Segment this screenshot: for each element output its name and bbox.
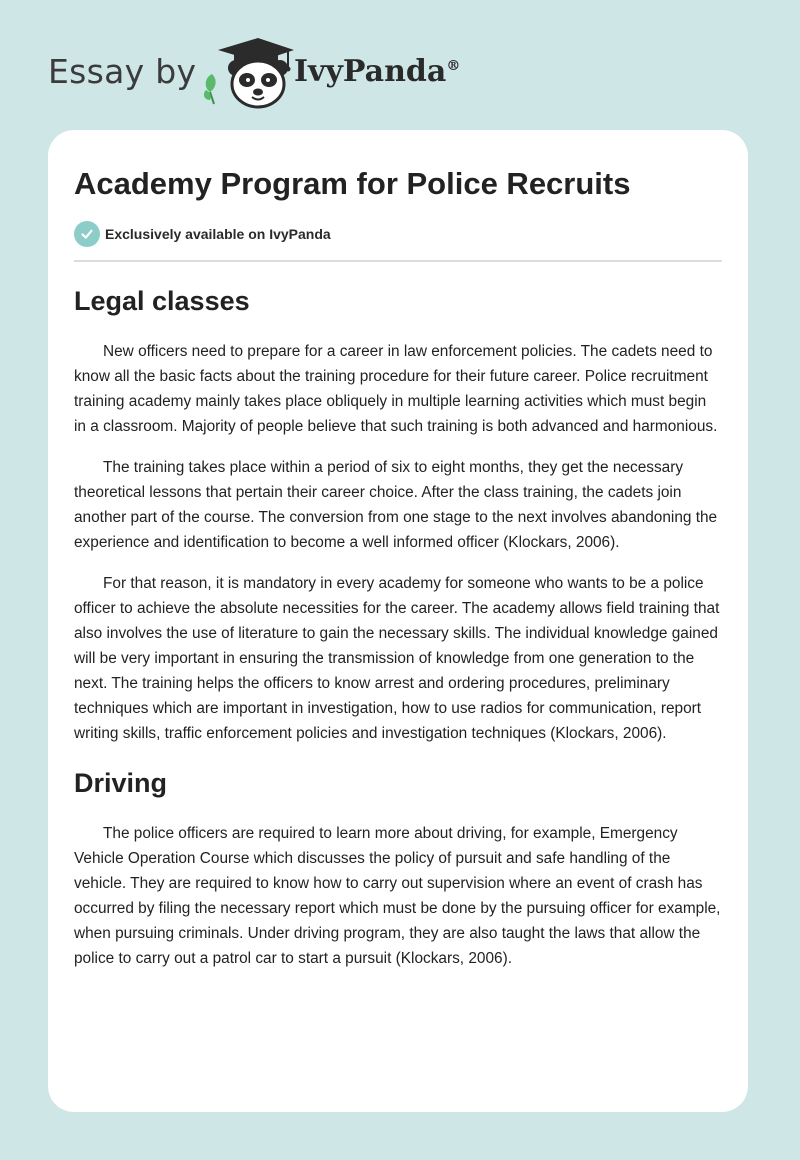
paragraph: For that reason, it is mandatory in every academy for someone who wants to be a police officer to achieve the absolute necessities for the career. The academy allows field training that also involves the use of literature to gain the necessary skills. The individual knowledge gained will be very important in ensuring the transmission of knowledge from one generation to the next. The training helps the officers to know arrest and ordering procedures, preliminary techniques which are important in investigation, how to use radios for communication, report writing skills, traffic enforcement policies and investigation techniques (Klockars, 2006). — [74, 575, 720, 742]
page-title: Academy Program for Police Recruits — [74, 166, 631, 201]
site-header — [48, 34, 748, 114]
section-heading-driving: Driving — [74, 768, 168, 798]
panda-logo-icon[interactable] — [200, 34, 296, 110]
essay-card — [48, 130, 748, 1112]
registered-mark: ® — [446, 58, 461, 74]
article-body — [74, 280, 722, 971]
badge-text: Exclusively available on IvyPanda — [105, 226, 331, 242]
checkmark-circle-icon — [74, 221, 100, 247]
divider — [74, 260, 722, 262]
brand-name-text: IvyPanda — [294, 54, 447, 89]
exclusive-badge — [74, 221, 331, 247]
paragraph: New officers need to prepare for a career in law enforcement policies. The cadets need to know all the basic facts about the training procedure for their future career. Police recruitment training academy mainly takes place obliquely in multiple learning activities which must begin in a classroom. Majority of people believe that such training is both advanced and harmonious. — [74, 343, 718, 435]
section-heading-legal-classes: Legal classes — [74, 286, 250, 316]
paragraph: The training takes place within a period of six to eight months, they get the necessary theoretical lessons that pertain their career choice. After the class training, the cadets join another part of the course. The conversion from one stage to the next involves abandoning the experience and identification to become a well informed officer (Klockars, 2006). — [74, 459, 718, 551]
paragraph: The police officers are required to learn more about driving, for example, Emergency Vehicle Operation Course which discusses the policy of pursuit and safe handling of the vehicle. They are required to know how to carry out supervision where an event of crash has occurred by filing the necessary report which must be done by the pursuing officer for example, when pursuing criminals. Under driving program, they are also taught the laws that allow the police to carry out a patrol car to start a pursuit (Klockars, 2006). — [74, 825, 721, 967]
essay-by-label: Essay by — [48, 52, 197, 91]
brand-name[interactable] — [294, 54, 460, 89]
